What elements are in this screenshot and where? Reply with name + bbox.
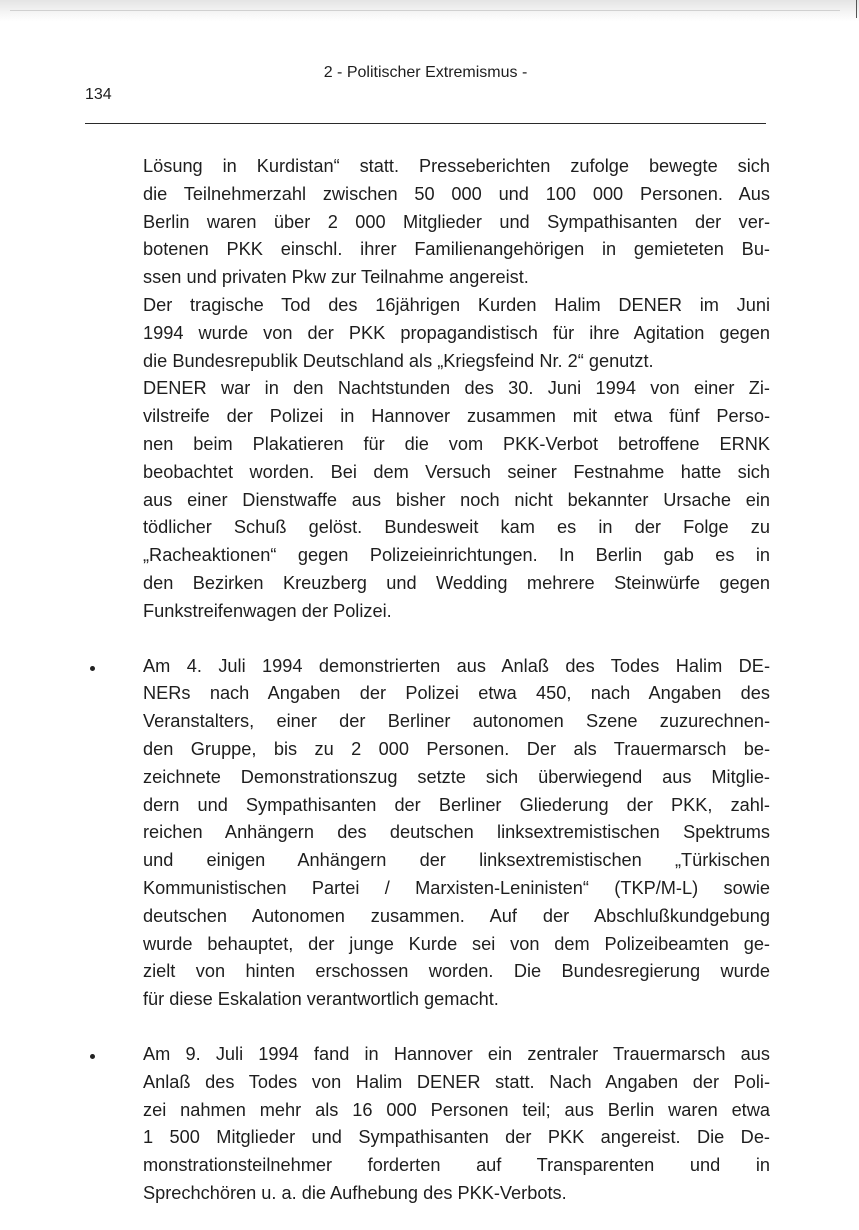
text-line: und einigen Anhängern der linksextremistischen „Türkischen <box>143 850 770 871</box>
bullet-dot-icon <box>90 1054 95 1059</box>
running-title <box>0 64 859 82</box>
text-line: deutschen Autonomen zusammen. Auf der Abschlußkundgebung <box>143 905 770 926</box>
text-line: beobachtet worden. Bei dem Versuch seiner Festnahme hatte sich <box>143 461 770 482</box>
page-body <box>143 153 770 1208</box>
intro-paragraph <box>143 153 770 292</box>
text-line: 1994 wurde von der PKK propagandistisch für ihre Agitation gegen <box>143 322 770 343</box>
text-line: monstrationsteilnehmer forderten auf Transparenten und in <box>143 1155 770 1176</box>
text-line: tödlicher Schuß gelöst. Bundesweit kam es in der Folge zu <box>143 517 770 538</box>
text-line: für diese Eskalation verantwortlich gemacht. <box>143 989 499 1010</box>
dener-paragraph <box>143 375 770 625</box>
text-line: Anlaß des Todes von Halim DENER statt. Nach Angaben der Poli- <box>143 1071 770 1092</box>
header-rule <box>85 123 766 124</box>
bullet-item-9-juli <box>143 1041 770 1208</box>
text-line: den Bezirken Kreuzberg und Wedding mehrere Steinwürfe gegen <box>143 572 770 593</box>
text-line: ssen und privaten Pkw zur Teilnahme angereist. <box>143 267 529 288</box>
text-line: Am 9. Juli 1994 fand in Hannover ein zentraler Trauermarsch aus <box>143 1043 770 1064</box>
scan-line <box>10 10 840 11</box>
text-line: dern und Sympathisanten der Berliner Gliederung der PKK, zahl- <box>143 794 770 815</box>
text-line: reichen Anhängern des deutschen linksextremistischen Spektrums <box>143 822 770 843</box>
text-line: „Racheaktionen“ gegen Polizeieinrichtungen. In Berlin gab es in <box>143 545 770 566</box>
bullet-dot-icon <box>90 666 95 671</box>
text-line: Veranstalters, einer der Berliner autonomen Szene zuzurechnen- <box>143 711 770 732</box>
text-line: 1 500 Mitglieder und Sympathisanten der PKK angereist. Die De- <box>143 1127 770 1148</box>
text-line: Der tragische Tod des 16jährigen Kurden Halim DENER im Juni <box>143 294 770 315</box>
paragraph-gap <box>143 626 770 653</box>
text-line: die Bundesrepublik Deutschland als „Kriegsfeind Nr. 2“ genutzt. <box>143 350 654 371</box>
scan-mark <box>856 0 857 18</box>
text-line: zei nahmen mehr als 16 000 Personen teil; aus Berlin waren etwa <box>143 1099 770 1120</box>
text-line: zielt von hinten erschossen worden. Die Bundesregierung wurde <box>143 961 770 982</box>
text-line: botenen PKK einschl. ihrer Familienangehörigen in gemieteten Bu- <box>143 239 770 260</box>
running-title-text: 2 - Politischer Extremismus - <box>323 64 528 81</box>
text-line: aus einer Dienstwaffe aus bisher noch nicht bekannter Ursache ein <box>143 489 770 510</box>
paragraph-gap <box>143 1014 770 1041</box>
scan-edge <box>0 0 859 22</box>
text-line: vilstreife der Polizei in Hannover zusammen mit etwa fünf Perso- <box>143 406 770 427</box>
text-line: die Teilnehmerzahl zwischen 50 000 und 100 000 Personen. Aus <box>143 183 770 204</box>
text-line: Kommunistischen Partei / Marxisten-Leninisten“ (TKP/M-L) sowie <box>143 877 770 898</box>
text-line: NERs nach Angaben der Polizei etwa 450, nach Angaben des <box>143 683 770 704</box>
text-line: Sprechchören u. a. die Aufhebung des PKK-Verbots. <box>143 1182 567 1203</box>
text-line: nen beim Plakatieren für die vom PKK-Verbot betroffene ERNK <box>143 433 770 454</box>
text-line: wurde behauptet, der junge Kurde sei von dem Polizeibeamten ge- <box>143 933 770 954</box>
bullet-item-4-juli <box>143 653 770 1014</box>
text-line: den Gruppe, bis zu 2 000 Personen. Der als Trauermarsch be- <box>143 738 770 759</box>
tod-paragraph <box>143 292 770 375</box>
text-line: DENER war in den Nachtstunden des 30. Juni 1994 von einer Zi- <box>143 378 770 399</box>
text-line: Funkstreifenwagen der Polizei. <box>143 600 392 621</box>
text-line: Am 4. Juli 1994 demonstrierten aus Anlaß des Todes Halim DE- <box>143 655 770 676</box>
text-line: Berlin waren über 2 000 Mitglieder und Sympathisanten der ver- <box>143 211 770 232</box>
text-line: zeichnete Demonstrationszug setzte sich überwiegend aus Mitglie- <box>143 766 770 787</box>
page-number: 134 <box>85 86 112 103</box>
text-line: Lösung in Kurdistan“ statt. Presseberichten zufolge bewegte sich <box>143 156 770 176</box>
